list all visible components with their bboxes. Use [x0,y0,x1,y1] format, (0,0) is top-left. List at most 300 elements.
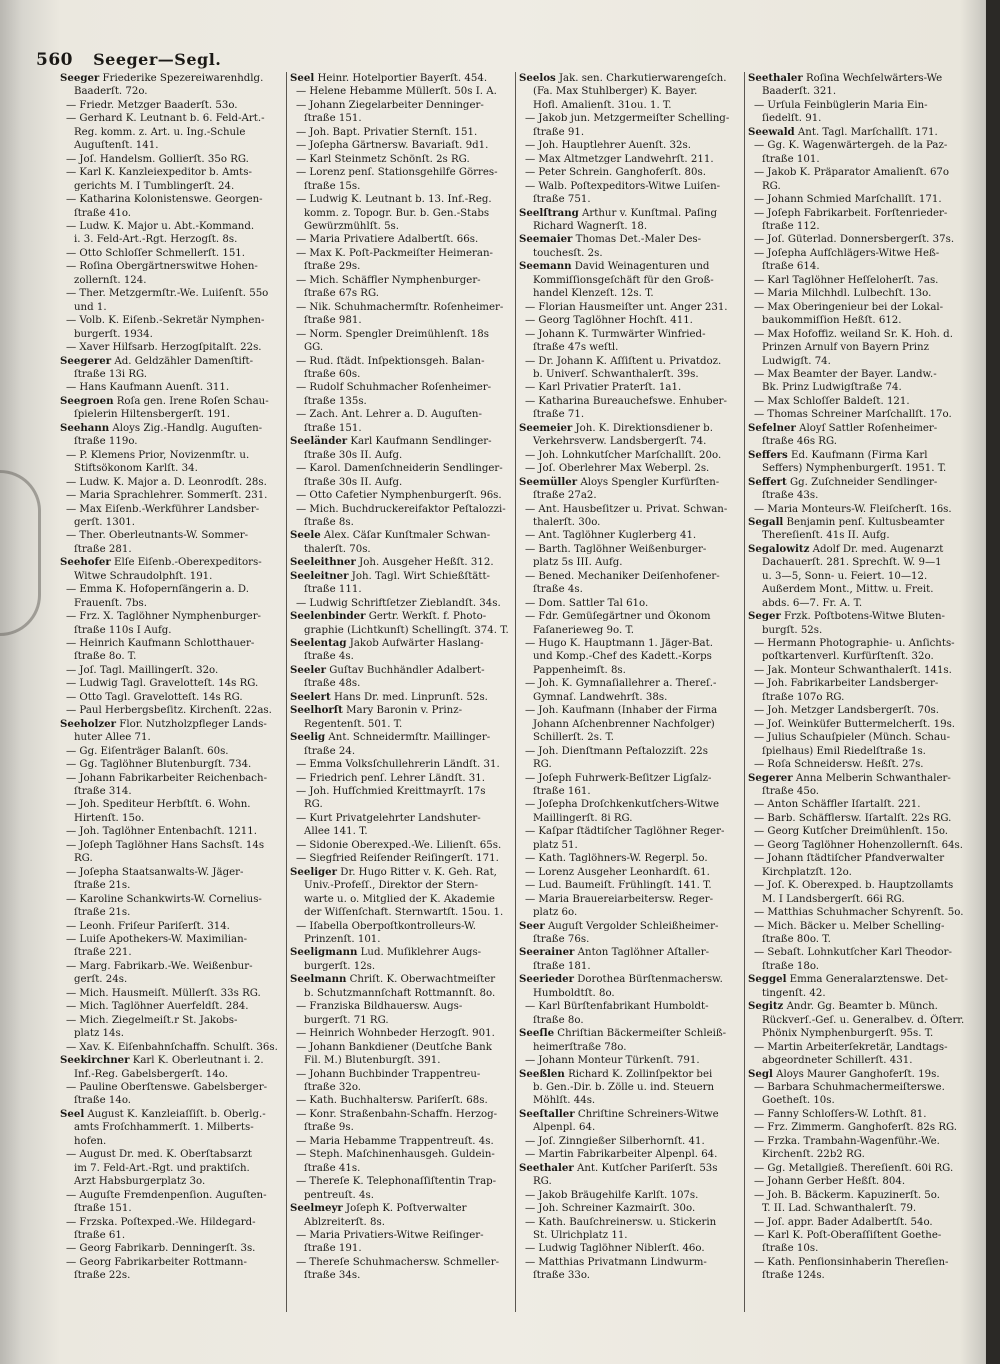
sub-entry: — Johann ſtädtiſcher Pfandverwalter [754,853,945,865]
entry-continuation: Inf.-Reg. Gabelsbergerſt. 14o. [74,1068,228,1080]
column-2 [290,72,516,1317]
sub-entry: — Kath. Penſionsinhaberin Thereſien- [754,1256,949,1268]
surname: Seerieder [519,973,575,986]
surname-entry [60,72,286,85]
sub-entry: — Gg. Eiſenträger Balanſt. 60s. [66,745,229,757]
entry-text: Ed. Kaufmann (Firma Karl [787,449,928,461]
sub-entry: — Roſa Schneidersw. Heßſt. 27s. [754,759,924,771]
entry-continuation: ſtraße 151. [304,422,362,434]
surname-entry [290,637,516,650]
sub-entry: — Georg Fabrikarb. Denningerſt. 3s. [66,1243,256,1255]
entry-continuation: ſtraße 181. [533,960,591,972]
entry-text: Friederike Spezereiwarenhdlg. [99,73,264,84]
entry-continuation: ſpielerin Hiltensbergerſt. 191. [74,409,230,421]
sub-entry: — Johann Bankdiener (Deutſche Bank [296,1041,492,1053]
entry-continuation: T. II. Lad. Schwanthalerſt. 79. [762,1203,917,1215]
entry-text: Joh. K. Direktionsdiener b. [572,422,713,434]
sub-entry: — Maria Hebamme Trappentreuſt. 4s. [296,1135,494,1147]
surname: Seger [748,610,781,623]
entry-continuation: burgerſt. 1934. [74,328,153,340]
entry-continuation: ſtraße 112. [762,220,820,232]
sub-entry: — Paul Herbergsbeſitz. Kirchenſt. 22as. [66,705,272,717]
sub-entry: — Anton Schäffler Iſartalſt. 221. [754,799,921,811]
sub-entry: — Heinrich Wohnbeder Herzogſt. 901. [296,1028,495,1040]
surname-entry [748,476,974,489]
column-divider [515,72,516,1312]
page-number: 560 [36,50,73,70]
entry-continuation: RG. [762,180,781,192]
entry-continuation: gerſt. 24s. [74,974,128,986]
surname: Seelmann [290,973,347,986]
column-4 [748,72,974,1317]
entry-continuation: platz 6o. [533,907,578,919]
surname: Seegerer [60,354,112,367]
sub-entry: — Joſ. K. Oberexped. b. Hauptzollamts [754,880,954,892]
surname-entry [519,72,745,85]
sub-entry: — Karl Steinmetz Schönſt. 2s RG. [296,153,470,165]
sub-entry: — Maria Sprachlehrer. Sommerſt. 231. [66,490,268,502]
entry-continuation: ſtraße 22s. [74,1270,131,1282]
column-divider [744,72,745,1312]
sub-entry: — Karl K. Kanzleiexpeditor b. Amts- [66,167,252,179]
column-1 [60,72,286,1317]
sub-entry: — Barth. Taglöhner Weißenburger- [525,543,707,555]
sub-entry: — Hans Kaufmann Auenſt. 311. [66,382,230,394]
sub-entry: — Georg Taglöhner Hochſt. 411. [525,315,693,327]
sub-entry: — Johann Monteur Türkenſt. 791. [525,1055,700,1067]
sub-entry: — Friedr. Metzger Baaderſt. 53o. [66,99,238,111]
sub-entry: — Jakob Bräugehilfe Karlſt. 107s. [525,1189,699,1201]
sub-entry: — Franziska Bildhauersw. Augs- [296,1001,463,1013]
entry-continuation: ſtraße 101. [762,153,820,165]
sub-entry: — Emma Volksſchullehrerin Ländſt. 31. [296,759,500,771]
surname: Seerainer [519,946,575,959]
entry-continuation: ſtraße 34s. [304,1270,361,1282]
entry-continuation: Prinzen Arnulf von Bayern Prinz [762,342,929,354]
sub-entry: — Lorenz Ausgeher Leonhardſt. 61. [525,866,710,878]
column-3 [519,72,745,1317]
entry-continuation: Hofl. Amalienſt. 31ou. 1. T. [533,99,672,111]
sub-entry: — Sebaſt. Lohnkutſcher Karl Theodor- [754,947,952,959]
sub-entry: — Joſ. appr. Bader Adalbertſt. 54o. [754,1216,933,1228]
entry-continuation: ſtraße 161. [533,786,591,798]
surname: Seegroen [60,394,114,407]
sub-entry: — Dr. Johann K. Aſſiſtent u. Privatdoz. [525,355,722,367]
surname: Segall [748,515,784,528]
entry-text: Anna Melberin Schwanthaler- [792,772,951,784]
entry-continuation: Kommiſſionsgeſchäft für den Groß- [533,274,714,286]
entry-continuation: Baaderſt. 321. [762,86,837,98]
entry-continuation: ſtraße 41s. [304,1162,361,1174]
entry-text: August K. Kanzleiaſſiſt. b. Oberlg.- [84,1108,266,1120]
entry-continuation: abgeordneter Schillerſt. 431. [762,1055,913,1067]
sub-entry: — Joſepha Gärtnersw. Bavariaſt. 9d1. [296,140,489,152]
surname-entry [60,1054,286,1067]
sub-entry: — Mich. Bäcker u. Melber Schelling- [754,920,945,932]
surname: Seeleitner [290,569,349,582]
entry-continuation: Pappenheimſt. 8s. [533,664,626,676]
surname-entry [748,1068,974,1081]
entry-continuation: ſtraße 32o. [304,1081,362,1093]
surname-entry [519,476,745,489]
entry-continuation: Kirchplatzſt. 12o. [762,866,852,878]
entry-text: Aloys Spengler Kurfürſten- [577,476,720,488]
sub-entry: — Pauline Oberſtenswe. Gabelsberger- [66,1081,268,1093]
sub-entry: — Joh. Schreiner Kazmairſt. 30o. [525,1203,696,1215]
sub-entry: — Mich. Schäffler Nymphenburger- [296,274,481,286]
entry-continuation: Bk. Prinz Ludwigſtraße 74. [762,382,902,394]
sub-entry: — Fdr. Gemüſegärtner und Ökonom [525,611,711,623]
surname: Segerer [748,771,793,784]
sub-entry: — Joſepha Staatsanwalts-W. Jäger- [66,866,244,878]
entry-text: Ant. Schneidermſtr. Maillinger- [325,732,491,744]
surname-entry [748,610,974,623]
binding-ring-shadow [0,470,41,636]
entry-continuation: Faſanerieweg 9o. T. [533,624,634,636]
surname: Seemann [519,260,572,273]
entry-continuation: burgſt. 52s. [762,624,823,636]
entry-continuation: GG. [304,342,324,354]
sub-entry: — Bened. Mechaniker Deiſenhofener- [525,570,720,582]
sub-entry: — Hermann Photographie- u. Anſichts- [754,638,955,650]
surname: Seeſtaller [519,1107,575,1120]
sub-entry: — Norm. Spengler Dreimühlenſt. 18s [296,328,489,340]
entry-continuation: baukommiſſion Heßſt. 612. [762,315,902,327]
entry-continuation: ſtraße 124s. [762,1270,825,1282]
entry-continuation: platz 14s. [74,1028,124,1040]
sub-entry: — Lud. Baumeiſt. Frühlingſt. 141. T. [525,880,712,892]
entry-continuation: Schillerſt. 2s. T. [533,732,614,744]
entry-continuation: (Fa. Max Stuhlberger) K. Bayer. [533,86,698,98]
sub-entry: — Hugo K. Hauptmann 1. Jäger-Bat. [525,638,713,650]
sub-entry: — Joh. Kaufmann (Inhaber der Firma [525,705,718,717]
surname: Sefelner [748,421,796,434]
entry-text: Flor. Nutzholzpfleger Lands- [116,718,267,730]
sub-entry: — P. Klemens Prior, Novizenmſtr. u. [66,449,250,461]
entry-text: Joh. Tagl. Wirt Schießſtätt- [348,570,491,582]
sub-entry: — Max Beamter der Bayer. Landw.- [754,368,937,380]
surname: Seemaier [519,233,573,246]
surname: Seemeier [519,421,573,434]
surname: Seelenbinder [290,610,366,623]
entry-continuation: ſtraße 151. [304,113,362,125]
entry-continuation: ſpielhaus) Emil Riedelſtraße 1s. [762,745,926,757]
entry-continuation: ſtraße 111. [304,584,362,596]
sub-entry: — Ther. Metzgermſtr.-We. Luiſenſt. 55o [66,288,269,300]
surname-entry [748,973,974,986]
entry-continuation: ſtraße 46s RG. [762,436,837,448]
sub-entry: — Fanny Schloſſers-W. Lothſt. 81. [754,1108,927,1120]
entry-continuation: Hirtenſt. 15o. [74,812,145,824]
entry-text: Mary Baronin v. Prinz- [342,705,463,717]
entry-continuation: ſtraße 71. [533,409,585,421]
entry-continuation: ſtraße 21s. [74,880,131,892]
entry-continuation: hofen. [74,1135,107,1147]
sub-entry: — Florian Hausmeiſter unt. Anger 231. [525,301,728,313]
entry-text: Ant. Kutſcher Pariſerſt. 53s [573,1162,718,1174]
surname-entry [290,731,516,744]
entry-continuation: Johann Aſchenbrenner Nachfolger) [533,718,715,730]
surname-entry [60,355,286,368]
surname-entry [519,422,745,435]
entry-continuation: poſtkartenverl. Kurfürſtenſt. 32o. [762,651,934,663]
entry-continuation: Kirchenſt. 22b2 RG. [762,1149,865,1161]
surname-entry [748,449,974,462]
entry-continuation: ſtraße 41o. [74,207,132,219]
entry-text: Gertr. Werkſt. f. Photo- [365,611,487,623]
sub-entry: — Steph. Maſchinenhausgeh. Guldein- [296,1149,495,1161]
entry-continuation: pentreuſt. 4s. [304,1189,374,1201]
sub-entry: — Max Eiſenb.-Werkführer Landsber- [66,503,260,515]
entry-text: Chriſtian Bäckermeiſter Schleiß- [554,1028,727,1040]
sub-entry: — Karol. Damenſchneiderin Sendlinger- [296,463,503,475]
sub-entry: — Martin Fabrikarbeiter Alpenpl. 64. [525,1149,718,1161]
sub-entry: — Johann Schmied Marſchallſt. 171. [754,194,942,206]
surname: Seeleithner [290,556,356,569]
entry-continuation: Richard Wagnerſt. 18. [533,220,648,232]
surname: Segalowitz [748,542,810,555]
entry-text: Hans Dr. med. Linprunſt. 52s. [330,691,488,703]
surname: Seethaler [519,1161,574,1174]
entry-continuation: ſtraße 614. [762,261,820,273]
surname-entry [748,543,974,556]
sub-entry: — Mich. Ziegelmeiſt.r St. Jakobs- [66,1014,238,1026]
sub-entry: — Siegfried Reiſender Reiſingerſt. 171. [296,853,499,865]
sub-entry: — Barbara Schuhmachermeiſterswe. [754,1081,945,1093]
sub-entry: — Jak. Monteur Schwanthalerſt. 141s. [754,664,952,676]
sub-entry: — Jakob K. Präparator Amalienſt. 67o [754,167,950,179]
sub-entry: — Kath. Buchhaltersw. Pariſerſt. 68s. [296,1095,488,1107]
entry-text: Karl Kaufmann Sendlinger- [347,436,492,448]
surname-entry [519,207,745,220]
sub-entry: — Johann Fabrikarbeiter Reichenbach- [66,772,268,784]
column-divider [286,72,287,1312]
sub-entry: — Matthias Privatmann Lindwurm- [525,1256,707,1268]
surname-entry [60,1108,286,1121]
sub-entry: — Mich. Taglöhner Auerfeldſt. 284. [66,1001,249,1013]
entry-continuation: ſtraße 29s. [304,261,361,273]
entry-text: Joh. Ausgeher Heßſt. 312. [355,557,494,569]
surname: Seelig [290,731,326,744]
entry-continuation: ſtraße 9s. [304,1122,354,1134]
surname-entry [290,664,516,677]
entry-continuation: ſtraße 24. [304,745,356,757]
surname: Seekirchner [60,1054,130,1067]
entry-text: Frzk. Poſtbotens-Witwe Bluten- [780,611,945,623]
surname-entry [290,866,516,879]
sub-entry: — Sidonie Oberexped.-We. Lilienſt. 65s. [296,839,502,851]
entry-continuation: Rückverſ.-Geſ. u. Generalbev. d. Öſterr. [762,1014,965,1026]
entry-continuation: ſtraße 8s. [304,516,354,528]
surname-entry [748,516,974,529]
entry-text: Alex. Cäſar Kunſtmaler Schwan- [320,530,491,542]
sub-entry: — Otto Tagl. Gravelotteſt. 14s RG. [66,691,243,703]
entry-continuation: und Komp.-Chef des Kadett.-Korps [533,651,712,663]
surname: Seffert [748,475,787,488]
sub-entry: — Volb. K. Eiſenb.-Sekretär Nymphen- [66,315,265,327]
sub-entry: — Maria Monteurs-W. Fleiſcherſt. 16s. [754,503,952,515]
surname: Seelert [290,690,331,703]
sub-entry: — Joſ. Oberlehrer Max Weberpl. 2s. [525,463,710,475]
entry-continuation: ſtraße 191. [304,1243,362,1255]
sub-entry: — Katharina Kolonistenswe. Georgen- [66,194,263,206]
surname: Seeßlen [519,1067,565,1080]
surname-entry [290,72,516,85]
sub-entry: — Maria Privatiere Adalbertſt. 66s. [296,234,479,246]
entry-continuation: Verkehrsverw. Landsbergerſt. 74. [533,436,707,448]
entry-continuation: ſtraße 30s II. Aufg. [304,476,403,488]
sub-entry: — Mich. Hausmeiſt. Müllerſt. 33s RG. [66,987,261,999]
sub-entry: — Joh. Hauptlehrer Auenſt. 32s. [525,140,691,152]
sub-entry: — Roſina Obergärtnerswitwe Hohen- [66,261,258,273]
sub-entry: — Johann Ziegelarbeiter Denninger- [296,99,484,111]
entry-continuation: ſtraße 110s I Aufg. [74,624,172,636]
entry-continuation: Dachauerſt. 281. Sprechſt. W. 9—1 [762,557,942,569]
sub-entry: — Maria Milchhdl. Lulbechſt. 13o. [754,288,932,300]
entry-continuation: ſtraße 60s. [304,368,361,380]
sub-entry: — Frzka. Trambahn-Wagenführ.-We. [754,1135,940,1147]
entry-continuation: Baaderſt. 72o. [74,86,148,98]
sub-entry: — Joſepha Aufſchlägers-Witwe Heß- [754,247,940,259]
sub-entry: — Gg. Metallgieß. Thereſienſt. 60i RG. [754,1162,954,1174]
entry-continuation: platz 51. [533,839,578,851]
sub-entry: — Frz. X. Taglöhner Nymphenburger- [66,611,262,623]
entry-continuation: ſtraße 119o. [74,436,138,448]
surname: Seelſtrang [519,206,579,219]
surname-entry [519,1162,745,1175]
entry-continuation: komm. z. Topogr. Bur. b. Gen.-Stabs [304,207,490,219]
sub-entry: — Mich. Buchdruckereifaktor Peſtalozzi- [296,503,506,515]
entry-text: David Weinagenturen und [571,261,710,273]
page-header [36,50,221,72]
entry-text: Guſtav Buchhändler Adalbert- [326,664,485,676]
entry-text: Thomas Det.-Maler Des- [572,234,702,246]
entry-continuation: b. Schutzmannſchaft Rottmannſt. 8o. [304,987,496,999]
surname: Seeſle [519,1027,555,1040]
entry-text: Ant. Tagl. Marſchallſt. 171. [794,126,938,138]
sub-entry: — Rud. ſtädt. Inſpektionsgeh. Balan- [296,355,485,367]
surname-entry [519,973,745,986]
entry-continuation: Gewürzmühlſt. 5s. [304,220,400,232]
entry-text: Karl K. Oberleutnant i. 2. [129,1055,264,1067]
surname-entry [290,691,516,704]
entry-continuation: platz 5s III. Aufg. [533,557,623,569]
entry-continuation: ſtraße 45o. [762,786,820,798]
entry-continuation: ſtraße 80o. T. [762,934,831,945]
entry-text: Roſa gen. Irene Roſen Schau- [113,395,269,407]
surname: Segitz [748,1000,784,1013]
sub-entry: — Frz. Zimmerm. Ganghoferſt. 82s RG. [754,1122,958,1134]
sub-entry: — Barb. Schäfflersw. Iſartalſt. 22s RG. [754,812,952,824]
sub-entry: — Joſ. Handelsm. Gollierſt. 35o RG. [66,153,249,165]
sub-entry: — Emma K. Hofopernſängerin a. D. [66,584,249,596]
entry-continuation: thalerſt. 70s. [304,543,371,555]
entry-continuation: handel Klenzeſt. 12s. T. [533,288,654,300]
surname: Seelmeyr [290,1202,343,1215]
entry-continuation: Goetheſt. 10s. [762,1095,835,1107]
surname-entry [748,772,974,785]
entry-continuation: ſtraße 91. [533,126,585,138]
sub-entry: — Georg Kutſcher Dreimühlenſt. 15o. [754,826,949,838]
sub-entry: — Konr. Straßenbahn-Schaffn. Herzog- [296,1108,498,1120]
sub-entry: — Dom. Sattler Tal 61o. [525,597,649,609]
entry-text: Gg. Zuſchneider Sendlinger- [786,476,938,488]
sub-entry: — Georg Fabrikarbeiter Rottmann- [66,1256,247,1268]
entry-continuation: Reg. komm. z. Art. u. Ing.-Schule [74,126,246,138]
entry-continuation: und 1. [74,301,107,313]
sub-entry: — Ther. Oberleutnants-W. Sommer- [66,530,249,542]
surname-entry [290,610,516,623]
sub-entry: — Joh. Dienſtmann Peſtalozziſt. 22s [525,745,708,757]
entry-text: Dorothea Bürſtenmachersw. [574,974,723,986]
sub-entry: — Katharina Bureauchefswe. Enhuber- [525,395,727,407]
sub-entry: — Joh. Metzger Landsbergerſt. 70s. [754,705,940,717]
surname: Seggel [748,973,787,986]
entry-continuation: Außerdem Mont., Mittw. u. Freit. [762,584,934,596]
entry-continuation: graphie (Lichtkunſt) Schellingſt. 374. T. [304,624,509,636]
entry-continuation: im 7. Feld-Art.-Rgt. und praktiſch. [74,1162,250,1174]
entry-continuation: tingenſt. 42. [762,987,826,999]
sub-entry: — Ludw. K. Major a. D. Leonrodſt. 28s. [66,476,267,488]
sub-entry: — Joſ. Tagl. Maillingerſt. 32o. [66,664,219,676]
sub-entry: — Leonh. Friſeur Pariſerſt. 314. [66,920,230,932]
entry-continuation: RG. [533,1176,552,1188]
entry-continuation: zollernſt. 124. [74,274,147,286]
entry-continuation: ſtraße 43s. [762,490,819,502]
entry-text: Richard K. Zollinſpektor bei [564,1068,713,1080]
entry-continuation: i. 3. Feld-Art.-Rgt. Herzogſt. 8s. [74,234,238,246]
surname-entry [290,973,516,986]
surname-entry [290,1202,516,1215]
entry-continuation: der Wiſſenſchaft. Sternwartſt. 15ou. 1. [304,907,504,919]
entry-continuation: Ludwigſt. 74. [762,355,831,367]
surname: Seeligmann [290,946,358,959]
surname-entry [290,529,516,542]
entry-continuation: ſtraße 21s. [74,907,131,919]
sub-entry: — Ludwig Tagl. Gravelotteſt. 14s RG. [66,678,259,690]
surname-entry [519,233,745,246]
sub-entry: — Maria Privatiers-Witwe Reiſinger- [296,1229,484,1241]
sub-entry: — Joh. Hufſchmied Kreittmayrſt. 17s [296,786,486,798]
sub-entry: — Lorenz penſ. Stationsgehilfe Görres- [296,167,498,179]
surname-entry [519,946,745,959]
entry-continuation: ſtraße 981. [304,315,362,327]
entry-continuation: abds. 6—7. Fr. A. T. [762,597,863,609]
surname-entry [290,704,516,717]
sub-entry: — Joh. Fabrikarbeiter Landsberger- [754,678,939,690]
sub-entry: — Georg Taglöhner Hohenzollernſt. 64s. [754,839,964,851]
entry-text: Elſe Eiſenb.-Oberexpeditors- [110,557,262,569]
sub-entry: — Johann Buchbinder Trappentreu- [296,1068,481,1080]
sub-entry: — Iſabella Oberpoſtkontrolleurs-W. [296,920,476,932]
entry-continuation: b. Gen.-Dir. b. Zölle u. ind. Steuern [533,1081,715,1093]
entry-text: Emma Generalarztenswe. Det- [786,974,948,986]
entry-continuation: Allee 141. T. [304,826,368,838]
surname-entry [60,395,286,408]
entry-text: Andr. Gg. Beamter b. Münch. [783,1001,938,1013]
entry-continuation: heimerſtraße 78o. [533,1041,627,1053]
sub-entry: — Ludwig K. Leutnant b. 13. Inf.-Reg. [296,194,492,206]
sub-entry: — Thomas Schreiner Marſchallſt. 17o. [754,409,952,421]
sub-entry: — Luiſe Apothekers-W. Maximilian- [66,934,248,945]
sub-entry: — Rudolf Schuhmacher Roſenheimer- [296,382,492,394]
sub-entry: — Ludwig Taglöhner Niblerſt. 46o. [525,1243,705,1255]
sub-entry: — Joſeph Fuhrwerk-Beſitzer Ligſalz- [525,772,712,784]
entry-continuation: ſtraße 18o. [762,960,820,972]
entry-continuation: ſtraße 4s. [304,651,354,663]
entry-continuation: M. I Landsbergerſt. 66i RG. [762,893,905,905]
entry-continuation: Thereſienſt. 41s II. Aufg. [762,530,890,542]
